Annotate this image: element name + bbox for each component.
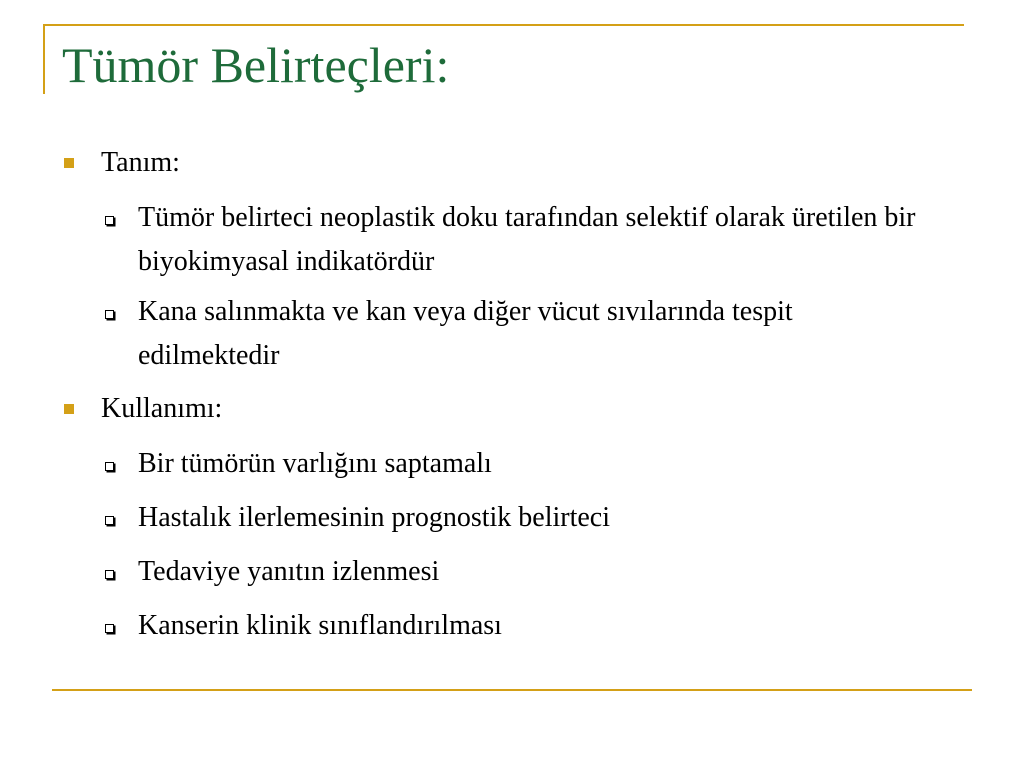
- list-item-text: Tümör belirteci neoplastik doku tarafından selektif olarak üretilen bir biyokimyasal indikatördür: [138, 202, 916, 277]
- list-item: [101, 550, 964, 594]
- list-item: [101, 290, 964, 378]
- left-border-line: [43, 24, 45, 94]
- hollow-square-bullet-icon: [105, 624, 114, 633]
- list-item: [101, 496, 964, 540]
- list-item-text: Hastalık ilerlemesinin prognostik belirteci: [138, 502, 610, 533]
- slide-content: [64, 146, 964, 654]
- section-heading-text: Kullanımı:: [101, 393, 223, 424]
- slide-title: Tümör Belirteçleri:: [62, 37, 450, 93]
- square-bullet-icon: [64, 404, 74, 414]
- top-border-line: [44, 24, 964, 26]
- bottom-border-line: [52, 689, 972, 691]
- list-item: [101, 604, 964, 648]
- list-item: [101, 196, 964, 284]
- hollow-square-bullet-icon: [105, 216, 114, 225]
- list-item: [101, 442, 964, 486]
- hollow-square-bullet-icon: [105, 570, 114, 579]
- list-item-text: Bir tümörün varlığını saptamalı: [138, 448, 492, 479]
- section-heading-definition: [64, 146, 964, 180]
- list-item-text: Kanserin klinik sınıflandırılması: [138, 610, 502, 641]
- section-heading-usage: [64, 392, 964, 426]
- hollow-square-bullet-icon: [105, 516, 114, 525]
- square-bullet-icon: [64, 158, 74, 168]
- list-item-text: Kana salınmakta ve kan veya diğer vücut sıvılarında tespit edilmektedir: [138, 296, 793, 371]
- hollow-square-bullet-icon: [105, 310, 114, 319]
- section-heading-text: Tanım:: [101, 147, 180, 178]
- list-item-text: Tedaviye yanıtın izlenmesi: [138, 556, 440, 587]
- hollow-square-bullet-icon: [105, 462, 114, 471]
